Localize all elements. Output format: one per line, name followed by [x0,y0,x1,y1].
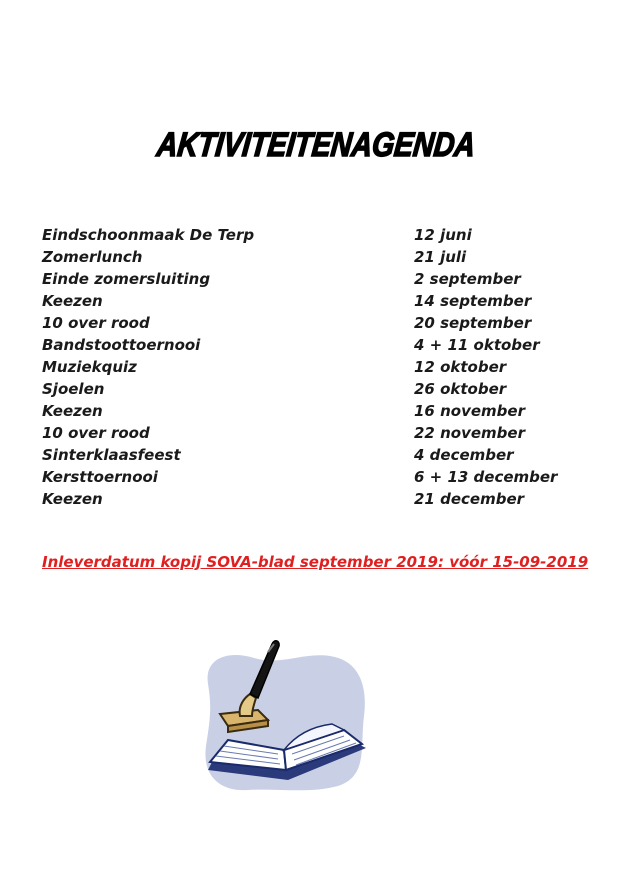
agenda-date: 21 december [414,490,525,508]
agenda-row [42,224,602,246]
agenda-activity: 10 over rood [42,424,150,442]
agenda-row [42,444,602,466]
agenda-row [42,422,602,444]
agenda-date: 12 oktober [414,358,507,376]
agenda-row [42,334,602,356]
agenda-date: 16 november [414,402,525,420]
agenda-activity: Zomerlunch [42,248,143,266]
agenda-activity: Sinterklaasfeest [42,446,181,464]
page-title: AKTIVITEITENAGENDA [155,126,539,164]
agenda-activity: Einde zomersluiting [42,270,211,288]
agenda-date: 14 september [414,292,532,310]
deadline-notice: Inleverdatum kopij SOVA-blad september 2019: vóór 15-09-2019 [42,553,589,571]
agenda-date: 4 december [414,446,514,464]
agenda-date: 22 november [414,424,525,442]
agenda-row [42,488,602,510]
agenda-activity: Kersttoernooi [42,468,158,486]
agenda-activity: Keezen [42,402,103,420]
agenda-row [42,466,602,488]
agenda-activity: Sjoelen [42,380,105,398]
agenda-activity: Muziekquiz [42,358,137,376]
agenda-row [42,246,602,268]
agenda-date: 21 juli [414,248,467,266]
agenda-date: 2 september [414,270,521,288]
page-title-graphic [150,118,539,170]
agenda-row [42,290,602,312]
agenda-row [42,400,602,422]
agenda-date: 20 september [414,314,532,332]
agenda-date: 12 juni [414,226,472,244]
page-title-container [150,118,539,170]
agenda-date: 4 + 11 oktober [414,336,540,354]
pen-and-open-book-icon [198,636,374,796]
clipart-graphic [198,636,374,796]
agenda-activity: Eindschoonmaak De Terp [42,226,255,244]
agenda-activity: 10 over rood [42,314,150,332]
agenda-row [42,378,602,400]
agenda-row [42,356,602,378]
agenda-activity: Keezen [42,292,103,310]
agenda-date: 26 oktober [414,380,507,398]
agenda-activity: Keezen [42,490,103,508]
agenda-date: 6 + 13 december [414,468,558,486]
agenda-row [42,312,602,334]
agenda-list [42,224,602,510]
agenda-activity: Bandstoottoernooi [42,336,201,354]
agenda-row [42,268,602,290]
